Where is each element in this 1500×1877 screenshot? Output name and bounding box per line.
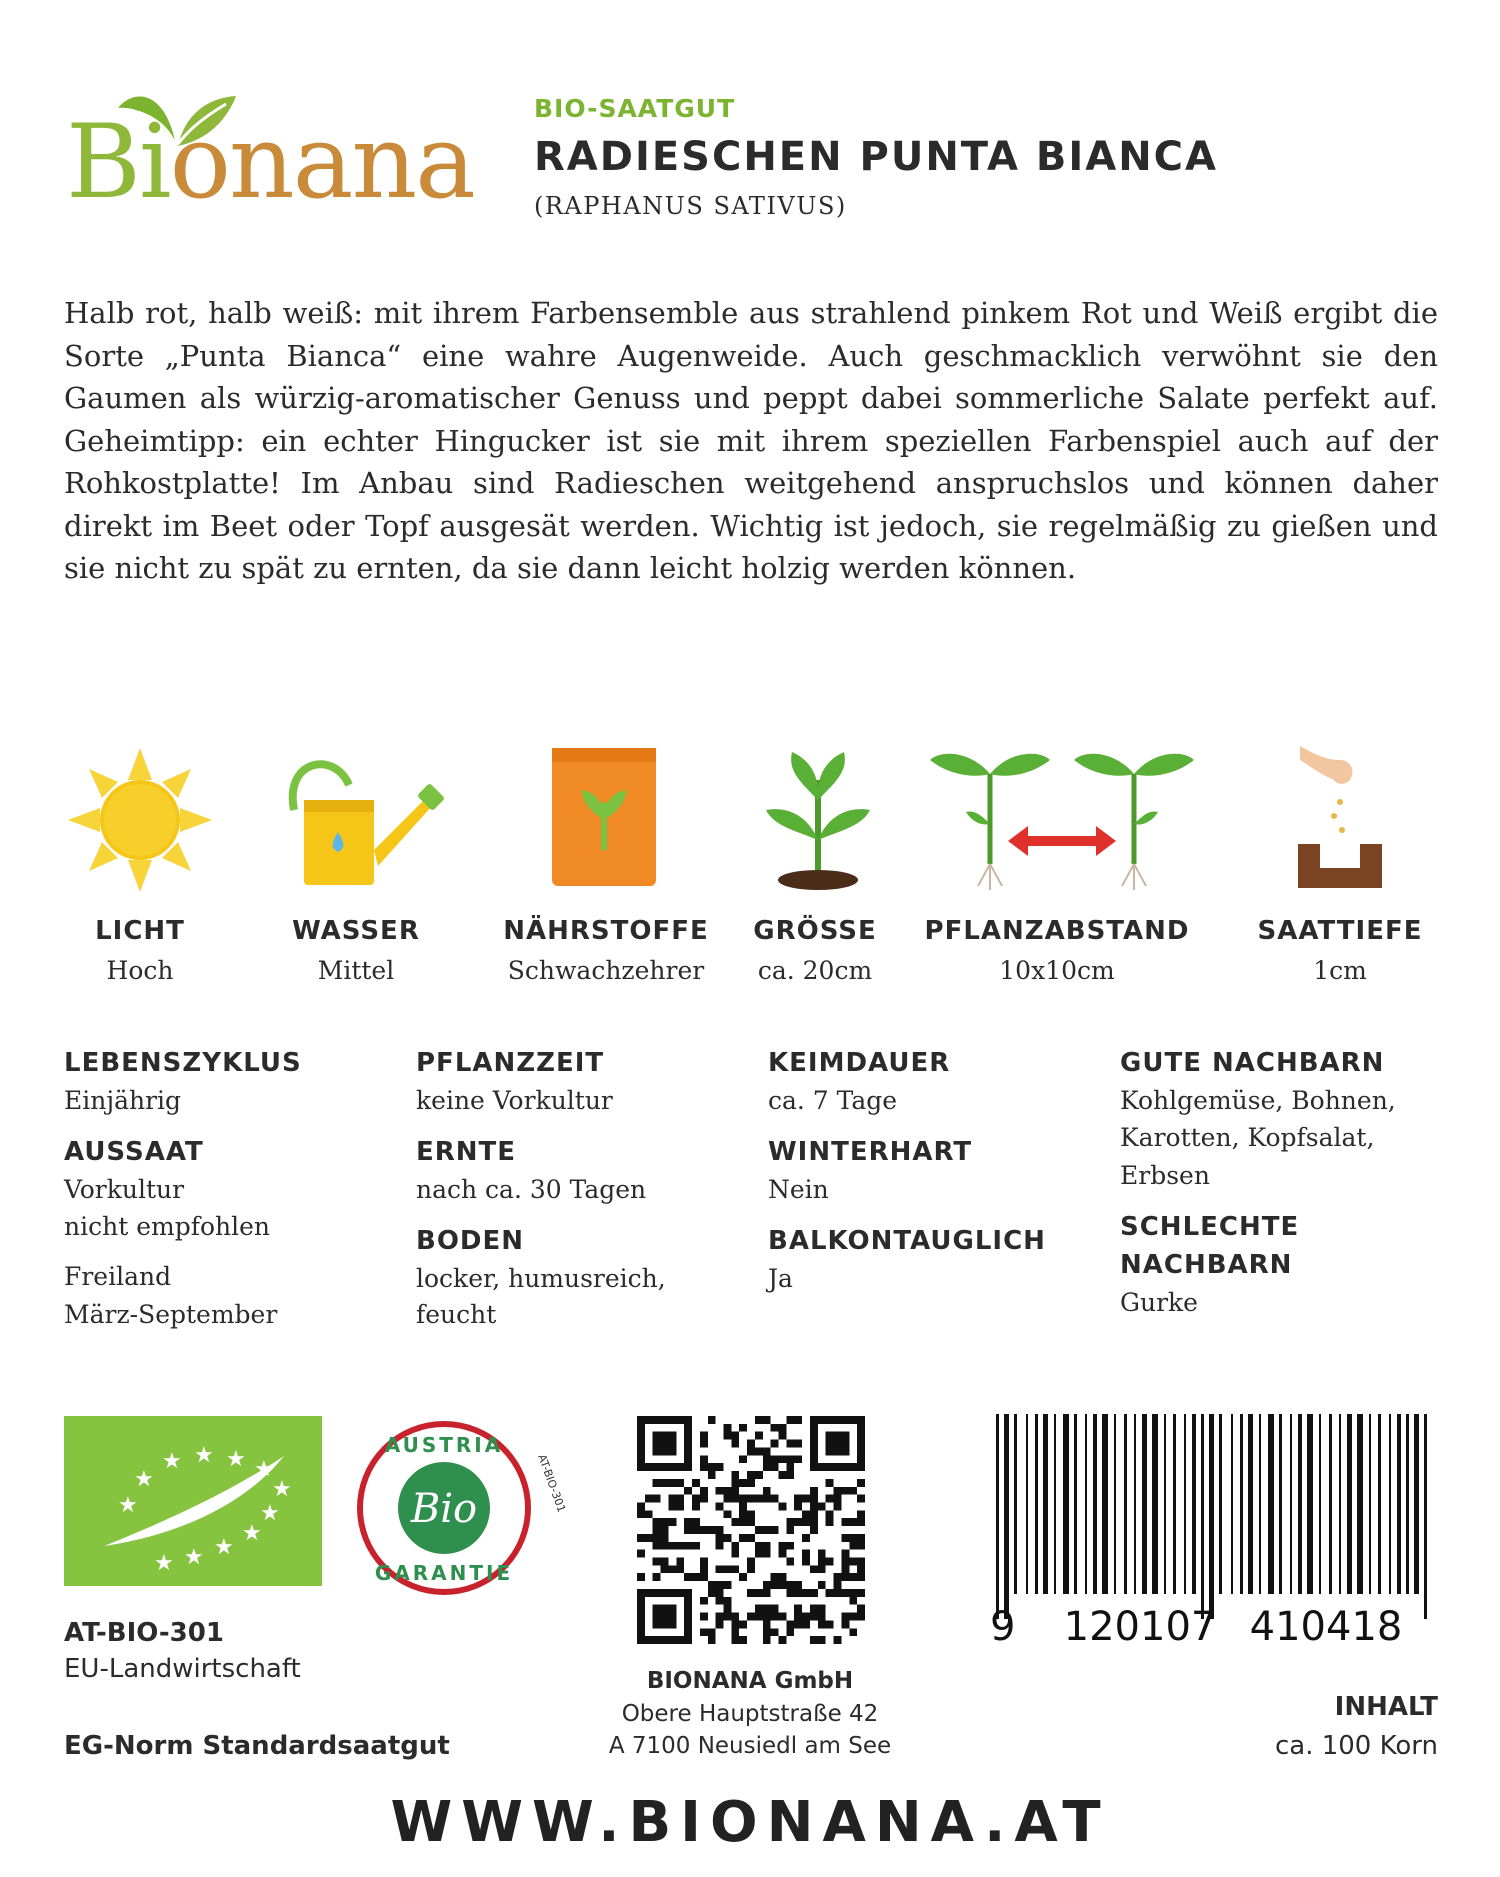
feature-value-licht: Hoch [106, 956, 174, 985]
barcode-digit-first: 9 [990, 1604, 1016, 1650]
sowing-depth-icon [1290, 740, 1390, 890]
svg-text:★: ★ [184, 1545, 204, 1570]
info-value-gute-nachbarn-2: Karotten, Kopfsalat, [1120, 1123, 1375, 1152]
latin-name: (RAPHANUS SATIVUS) [534, 192, 847, 220]
barcode [990, 1414, 1440, 1650]
info-value-aussaat-3: Freiland [64, 1262, 172, 1291]
eu-leaf-stars-icon [64, 1416, 322, 1586]
svg-text:★: ★ [162, 1449, 182, 1474]
svg-text:★: ★ [260, 1501, 280, 1526]
barcode-bars [996, 1414, 1427, 1619]
info-value-aussaat-2: nicht empfohlen [64, 1212, 270, 1241]
plant-spacing-icon [930, 740, 1194, 890]
feature-label-licht: LICHT [95, 916, 185, 946]
eu-organic-logo [64, 1416, 322, 1586]
feature-label-naehrstoffe: NÄHRSTOFFE [503, 916, 709, 946]
austria-bio-bottom-text: GARANTIE [374, 1561, 514, 1585]
content-label: INHALT [1334, 1692, 1438, 1722]
austria-bio-garantie-logo [354, 1416, 569, 1596]
info-label-pflanzzeit: PFLANZZEIT [416, 1048, 605, 1078]
info-value-lebenszyklus: Einjährig [64, 1086, 182, 1115]
logo-wordmark [66, 103, 474, 222]
barcode-digits-right: 410418 [1249, 1604, 1403, 1650]
info-label-keimdauer: KEIMDAUER [768, 1048, 951, 1078]
info-label-schlechte-nachbarn-1: SCHLECHTE [1120, 1212, 1300, 1242]
info-label-boden: BODEN [416, 1226, 525, 1256]
info-value-aussaat-1: Vorkultur [64, 1175, 185, 1204]
feature-label-saattiefe: SAATTIEFE [1257, 916, 1423, 946]
feature-value-groesse: ca. 20cm [757, 956, 873, 985]
info-label-winterhart: WINTERHART [768, 1137, 973, 1167]
info-value-keimdauer: ca. 7 Tage [768, 1086, 898, 1115]
product-description: Halb rot, halb weiß: mit ihrem Farbensemble aus strahlend pinkem Rot und Weiß ergibt die Sorte „Punta Bianca“ eine wahre Augenweide. Auch geschmacklich verwöhnt sie den Gaumen als würzig-aromatischer Genuss und peppt dabei sommerliche Salate perfekt auf. Geheimtipp: ein echter Hingucker ist sie mit ihrem speziellen Farbenspiel auch auf der Rohkostplatte! Im Anbau sind Radieschen weitgehend anspruchslos und können daher direkt im Beet oder Topf ausgesät werden. Wichtig ist jedoch, sie regelmäßig zu gießen und sie nicht zu spät zu ernten, da sie dann leicht holzig werden können. [64, 296, 1438, 585]
sun-icon [70, 740, 210, 890]
info-value-gute-nachbarn-3: Erbsen [1120, 1161, 1210, 1190]
info-label-lebenszyklus: LEBENSZYKLUS [64, 1048, 302, 1078]
svg-text:★: ★ [194, 1443, 214, 1468]
info-label-aussaat: AUSSAAT [64, 1137, 204, 1167]
company-city: A 7100 Neusiedl am See [608, 1733, 892, 1759]
eg-norm-label: EG-Norm Standardsaatgut [64, 1731, 450, 1761]
svg-text:★: ★ [272, 1477, 292, 1502]
austria-bio-center-text: Bio [410, 1486, 478, 1532]
feature-label-groesse: GRÖSSE [753, 916, 877, 946]
info-value-ernte: nach ca. 30 Tagen [416, 1175, 647, 1204]
info-value-winterhart: Nein [768, 1175, 829, 1204]
certification-origin: EU-Landwirtschaft [64, 1654, 301, 1684]
content-value: ca. 100 Korn [1274, 1731, 1438, 1761]
info-value-aussaat-4: März-September [64, 1300, 278, 1329]
feature-label-wasser: WASSER [292, 916, 420, 946]
svg-text:★: ★ [118, 1493, 138, 1518]
feature-value-wasser: Mittel [317, 956, 395, 985]
feature-value-naehrstoffe: Schwachzehrer [507, 956, 705, 985]
svg-text:★: ★ [214, 1535, 234, 1560]
svg-text:★: ★ [134, 1467, 154, 1492]
soil-bag-icon [548, 740, 660, 890]
feature-label-pflanzabstand: PFLANZABSTAND [924, 916, 1190, 946]
feature-value-pflanzabstand: 10x10cm [999, 956, 1115, 985]
bionana-logo [66, 78, 486, 228]
svg-text:★: ★ [254, 1457, 274, 1482]
info-value-pflanzzeit: keine Vorkultur [416, 1086, 613, 1115]
info-label-balkontauglich: BALKONTAUGLICH [768, 1226, 1046, 1256]
qr-code[interactable] [637, 1416, 865, 1644]
svg-text:★: ★ [154, 1551, 174, 1576]
category-label: BIO-SAATGUT [534, 94, 736, 123]
info-label-schlechte-nachbarn-2: NACHBARN [1120, 1250, 1293, 1280]
company-name: BIONANA GmbH [646, 1668, 854, 1694]
plant-icon [758, 740, 878, 890]
info-value-schlechte-nachbarn: Gurke [1120, 1288, 1198, 1317]
certification-code: AT-BIO-301 [64, 1618, 224, 1648]
info-label-gute-nachbarn: GUTE NACHBARN [1120, 1048, 1385, 1078]
company-street: Obere Hauptstraße 42 [621, 1701, 879, 1727]
austria-bio-side-text: AT-BIO-301 [535, 1452, 569, 1515]
website-url[interactable]: WWW.BIONANA.AT [390, 1790, 1110, 1855]
info-label-ernte: ERNTE [416, 1137, 517, 1167]
product-title: RADIESCHEN PUNTA BIANCA [534, 134, 1218, 180]
info-value-balkontauglich: Ja [768, 1264, 793, 1293]
barcode-digits-left: 120107 [1063, 1604, 1217, 1650]
info-value-boden-1: locker, humusreich, [416, 1264, 666, 1293]
info-value-boden-2: feucht [416, 1300, 497, 1329]
info-value-gute-nachbarn-1: Kohlgemüse, Bohnen, [1120, 1086, 1396, 1115]
svg-text:★: ★ [242, 1521, 262, 1546]
svg-text:★: ★ [226, 1447, 246, 1472]
watering-can-icon [274, 740, 444, 890]
austria-bio-top-text: AUSTRIA [384, 1433, 504, 1457]
logo-text-rest: onana [169, 103, 474, 222]
logo-text-first: Bi [66, 103, 170, 222]
feature-value-saattiefe: 1cm [1313, 956, 1367, 985]
